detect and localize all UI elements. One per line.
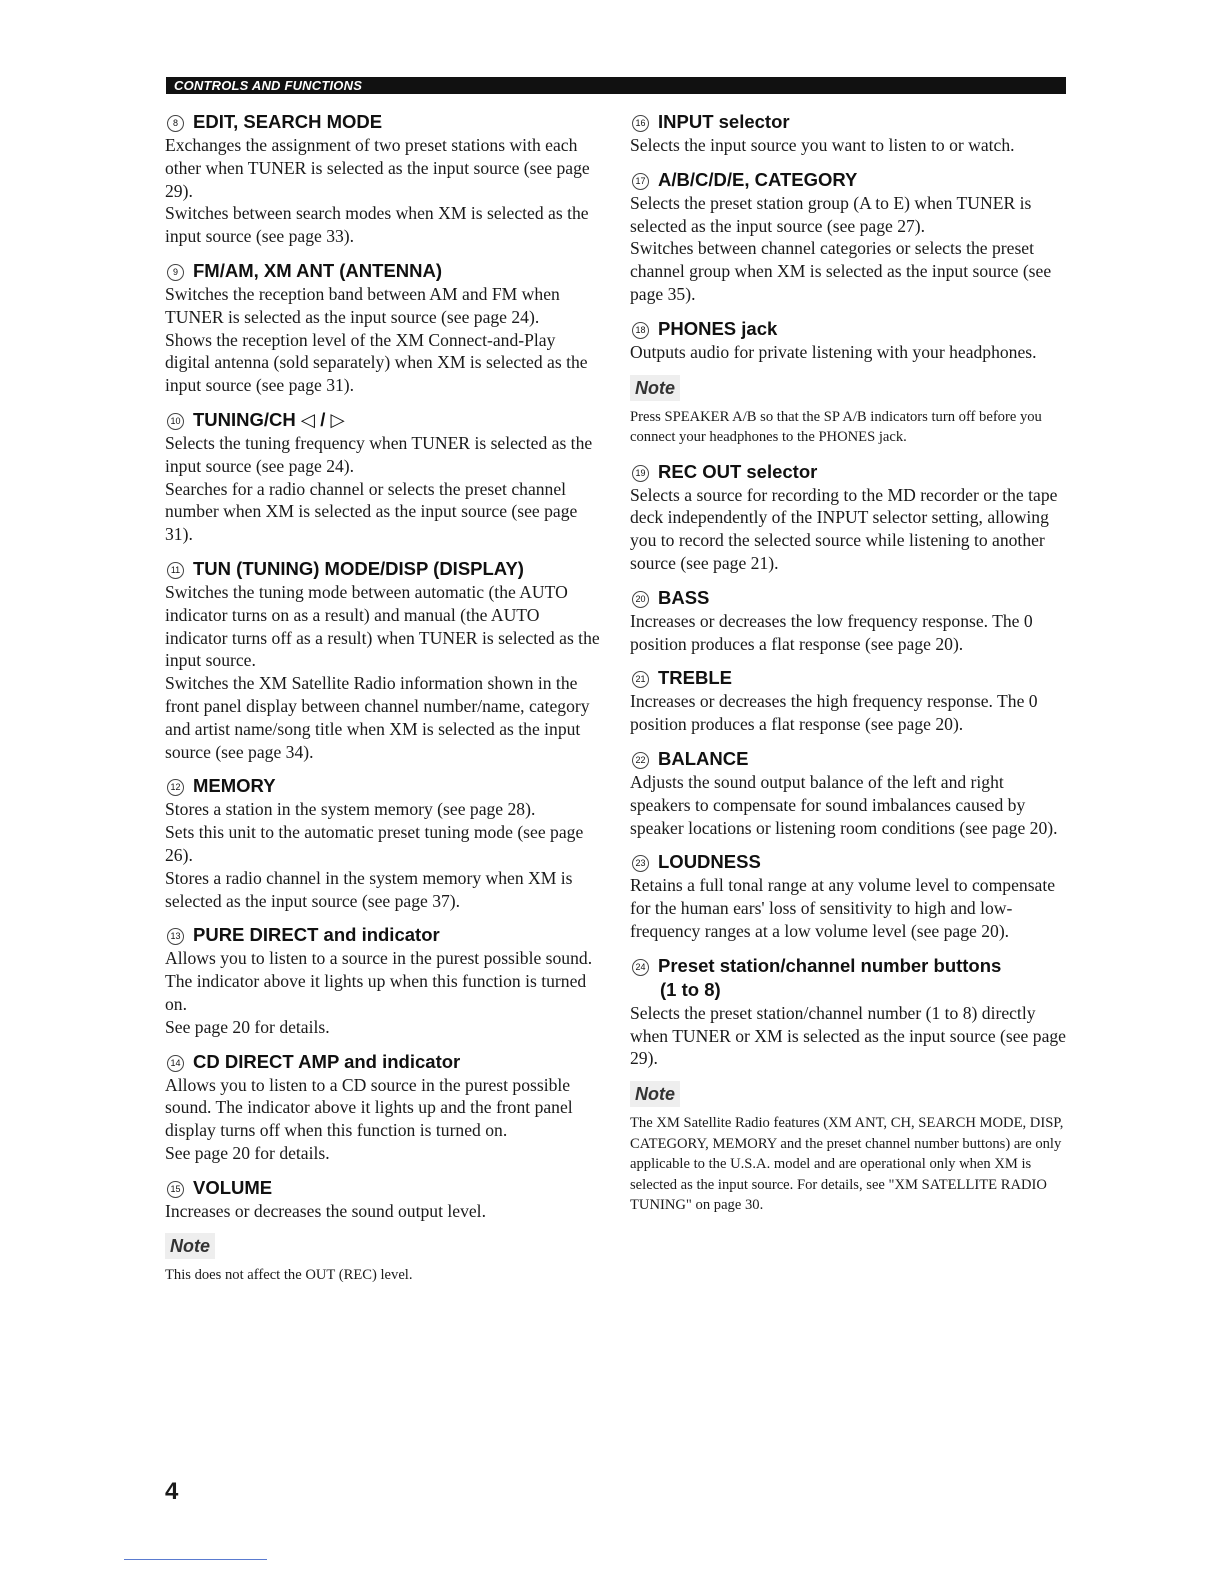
control-item bbox=[630, 850, 1068, 942]
control-title: BASS bbox=[658, 586, 710, 608]
control-item bbox=[165, 1050, 603, 1165]
control-description: Searches for a radio channel or selects the preset channel number when XM is selected as the input source (see page 31). bbox=[165, 478, 578, 545]
control-number-badge: 14 bbox=[167, 1055, 184, 1072]
right-items-b bbox=[630, 460, 1068, 1071]
control-description: Increases or decreases the low frequency response. The 0 position produces a flat response (see page 20). bbox=[630, 610, 1033, 654]
right-items-a bbox=[630, 110, 1068, 364]
control-item bbox=[630, 110, 1068, 157]
control-number-badge: 19 bbox=[632, 465, 649, 482]
control-heading bbox=[630, 168, 1068, 192]
control-description: Sets this unit to the automatic preset tuning mode (see page 26). bbox=[165, 822, 584, 865]
left-column bbox=[165, 110, 603, 1298]
control-heading bbox=[630, 747, 1068, 771]
control-description: See page 20 for details. bbox=[165, 1016, 330, 1037]
control-number-badge: 20 bbox=[632, 591, 649, 608]
control-item bbox=[630, 460, 1068, 575]
note-label: Note bbox=[630, 375, 680, 401]
control-description: Switches the XM Satellite Radio information shown in the front panel display between channel number/name, category and artist name/song title when XM is selected as the input source (see page 34). bbox=[165, 673, 590, 762]
control-number-badge: 24 bbox=[632, 959, 649, 976]
control-number-badge: 15 bbox=[167, 1181, 184, 1198]
control-description: Adjusts the sound output balance of the left and right speakers to compensate for sound imbalances caused by speaker locations or listening room conditions (see page 20). bbox=[630, 771, 1058, 838]
note-text: Press SPEAKER A/B so that the SP A/B indicators turn off before you connect your headphones to the PHONES jack. bbox=[630, 408, 1042, 446]
control-description: Switches between search modes when XM is selected as the input source (see page 33). bbox=[165, 203, 589, 247]
control-heading bbox=[630, 460, 1068, 484]
note-text: This does not affect the OUT (REC) level. bbox=[165, 1267, 413, 1284]
control-heading bbox=[630, 317, 1068, 341]
control-heading bbox=[165, 923, 603, 947]
right-note-1 bbox=[630, 375, 1068, 448]
control-title: A/B/C/D/E, CATEGORY bbox=[658, 168, 858, 190]
control-title: FM/AM, XM ANT (ANTENNA) bbox=[193, 259, 443, 281]
control-title: CD DIRECT AMP and indicator bbox=[193, 1050, 461, 1072]
page-number: 4 bbox=[165, 1478, 179, 1505]
control-title: PHONES jack bbox=[658, 317, 778, 339]
control-description: Switches the reception band between AM and FM when TUNER is selected as the input source (see page 24). bbox=[165, 283, 560, 327]
control-number-badge: 8 bbox=[167, 115, 184, 132]
control-item bbox=[165, 259, 603, 397]
right-note-2 bbox=[630, 1081, 1068, 1216]
control-item bbox=[630, 586, 1068, 656]
control-number-badge: 18 bbox=[632, 322, 649, 339]
control-description: Selects the input source you want to listen to or watch. bbox=[630, 135, 1015, 155]
control-heading bbox=[630, 586, 1068, 610]
control-title: LOUDNESS bbox=[658, 851, 761, 873]
control-number-badge: 22 bbox=[632, 752, 649, 769]
control-item bbox=[165, 110, 603, 248]
note-label: Note bbox=[165, 1233, 215, 1259]
control-heading bbox=[165, 557, 603, 581]
control-description: Stores a radio channel in the system memory when XM is selected as the input source (see page 37). bbox=[165, 867, 573, 911]
control-description: Stores a station in the system memory (see page 28). bbox=[165, 799, 536, 820]
control-description: Retains a full tonal range at any volume level to compensate for the human ears' loss of sensitivity to high and low-frequency ranges at a low volume level (see page 20). bbox=[630, 875, 1056, 941]
control-item bbox=[165, 408, 603, 546]
control-item bbox=[630, 747, 1068, 839]
control-number-badge: 10 bbox=[167, 413, 184, 430]
control-item bbox=[630, 666, 1068, 736]
control-description: Allows you to listen to a CD source in the purest possible sound. The indicator above it lights up and the front panel display turns off when this function is turned on. bbox=[165, 1074, 573, 1141]
control-number-badge: 16 bbox=[632, 115, 649, 132]
section-header-title: CONTROLS AND FUNCTIONS bbox=[174, 78, 363, 93]
control-number-badge: 9 bbox=[167, 264, 184, 281]
control-item bbox=[165, 1176, 603, 1223]
control-number-badge: 21 bbox=[632, 671, 649, 688]
control-heading bbox=[165, 1176, 603, 1200]
control-item bbox=[630, 954, 1068, 1070]
control-title: TUNING/CH ◁ / ▷ bbox=[193, 408, 345, 430]
right-column bbox=[630, 110, 1068, 1228]
control-description: Selects the preset station group (A to E) when TUNER is selected as the input source (see page 27). bbox=[630, 192, 1032, 236]
control-description: Shows the reception level of the XM Connect-and-Play digital antenna (sold separately) when XM is selected as the input source (see page 31). bbox=[165, 329, 588, 396]
control-description: Switches between channel categories or selects the preset channel group when XM is selected as the input source (see page 35). bbox=[630, 238, 1052, 304]
control-description: Increases or decreases the high frequency response. The 0 position produces a flat response (see page 20). bbox=[630, 691, 1038, 735]
control-title: EDIT, SEARCH MODE bbox=[193, 111, 383, 132]
control-title: TUN (TUNING) MODE/DISP (DISPLAY) bbox=[193, 557, 524, 579]
control-item bbox=[165, 923, 603, 1038]
note-label: Note bbox=[630, 1081, 680, 1107]
note-text: The XM Satellite Radio features (XM ANT, CH, SEARCH MODE, DISP, CATEGORY, MEMORY and the preset channel number buttons) are only applicable to the U.S.A. model and are operational only when XM is selected as the input source. For details, see "XM SATELLITE RADIO TUNING" on page 30. bbox=[630, 1115, 1064, 1214]
control-title: BALANCE bbox=[658, 747, 749, 769]
control-heading bbox=[165, 110, 603, 134]
control-number-badge: 17 bbox=[632, 173, 649, 190]
control-number-badge: 23 bbox=[632, 855, 649, 872]
control-description: Allows you to listen to a source in the purest possible sound. The indicator above it lights up when this function is turned on. bbox=[165, 948, 593, 1014]
control-item bbox=[630, 317, 1068, 364]
control-title-continued: (1 to 8) bbox=[660, 978, 721, 1000]
control-item bbox=[165, 557, 603, 763]
control-description: Selects the tuning frequency when TUNER is selected as the input source (see page 24). bbox=[165, 432, 593, 476]
control-heading bbox=[630, 954, 1068, 1002]
control-description: Exchanges the assignment of two preset stations with each other when TUNER is selected as the input source (see page 29). bbox=[165, 135, 590, 201]
control-title: TREBLE bbox=[658, 667, 732, 689]
control-number-badge: 11 bbox=[167, 562, 184, 579]
control-title: INPUT selector bbox=[658, 111, 790, 132]
control-heading bbox=[165, 408, 603, 432]
left-note bbox=[165, 1233, 603, 1286]
control-description: Selects the preset station/channel number (1 to 8) directly when TUNER or XM is selected as the input source (see page 29). bbox=[630, 1002, 1066, 1069]
control-number-badge: 13 bbox=[167, 928, 184, 945]
control-title: Preset station/channel number buttons bbox=[658, 954, 1002, 976]
control-description: See page 20 for details. bbox=[165, 1142, 330, 1163]
control-heading bbox=[165, 1050, 603, 1074]
control-title: PURE DIRECT and indicator bbox=[193, 924, 440, 946]
section-header-bar bbox=[166, 77, 1066, 94]
control-heading bbox=[630, 110, 1068, 134]
control-title: MEMORY bbox=[193, 775, 276, 797]
control-number-badge: 12 bbox=[167, 779, 184, 796]
control-heading bbox=[630, 850, 1068, 874]
control-description: Increases or decreases the sound output level. bbox=[165, 1200, 486, 1221]
footer-rule bbox=[124, 1559, 267, 1560]
control-description: Selects a source for recording to the MD recorder or the tape deck independently of the INPUT selector setting, allowing you to record the selected source while listening to another source (see page 21). bbox=[630, 484, 1058, 573]
control-description: Switches the tuning mode between automatic (the AUTO indicator turns on as a result) and manual (the AUTO indicator turns off as a result) when TUNER is selected as the input source. bbox=[165, 581, 600, 671]
control-title: REC OUT selector bbox=[658, 460, 818, 482]
control-title: VOLUME bbox=[193, 1176, 273, 1198]
control-item bbox=[630, 168, 1068, 306]
control-heading bbox=[630, 666, 1068, 690]
control-item bbox=[165, 774, 603, 912]
control-heading bbox=[165, 774, 603, 798]
control-heading bbox=[165, 259, 603, 283]
left-items bbox=[165, 110, 603, 1222]
control-description: Outputs audio for private listening with your headphones. bbox=[630, 341, 1037, 362]
